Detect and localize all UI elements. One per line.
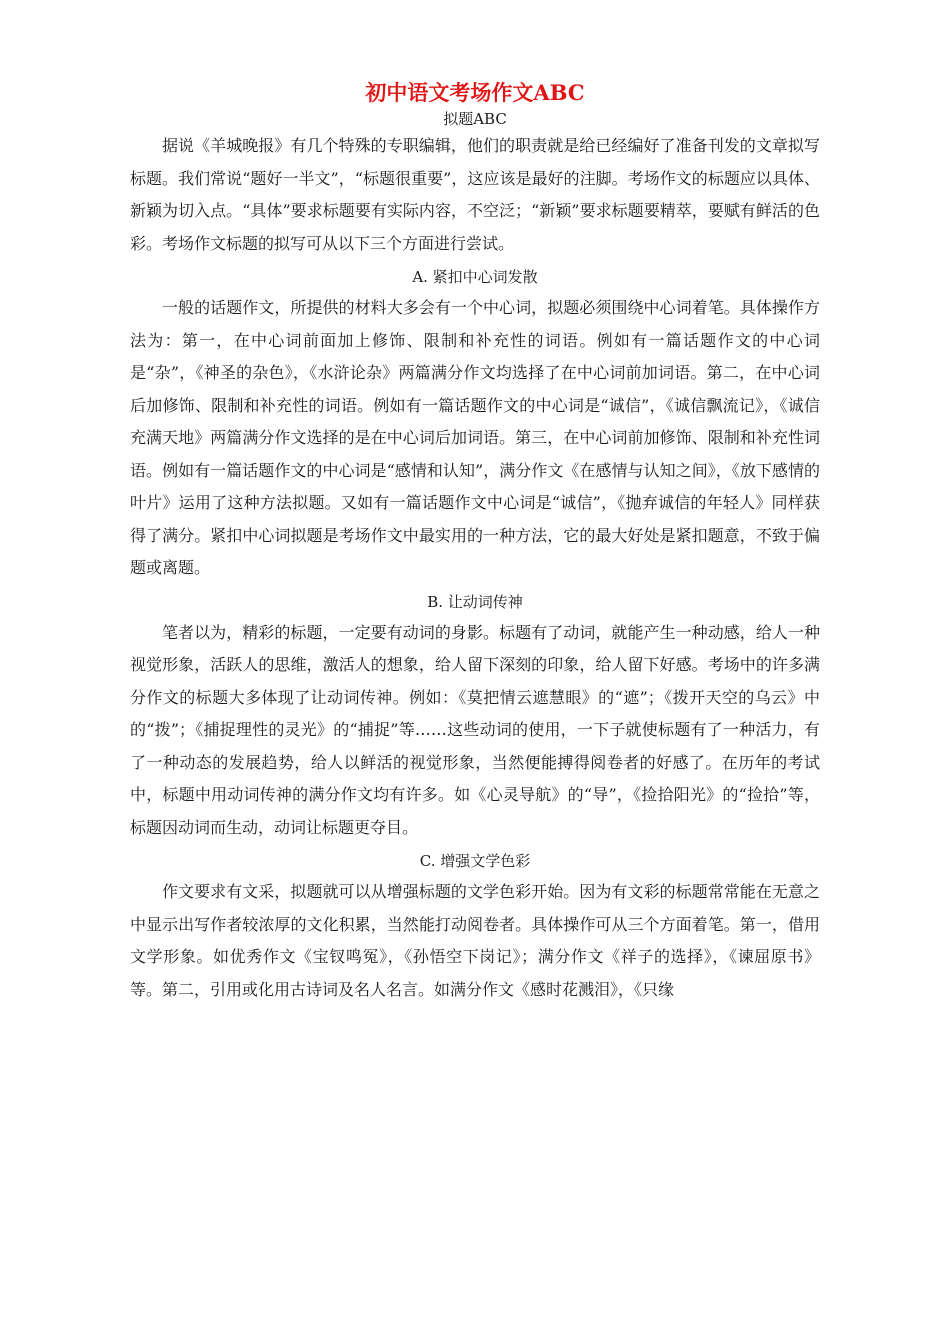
document-subtitle: 拟题ABC xyxy=(443,110,507,128)
document-title: 初中语文考场作文ABC xyxy=(365,80,585,105)
section-body-c: 作文要求有文采，拟题就可以从增强标题的文学色彩开始。因为有文彩的标题常常能在无意之中显示出写作者较浓厚的文化积累，当然能打动阅卷者。具体操作可从三个方面着笔。第一，借用文学形象。如优秀作文《宝钗鸣冤》，《孙悟空下岗记》；满分作文《祥子的选择》，《谏屈原书》等。第二，引用或化用古诗词及名人名言。如满分作文《感时花溅泪》，《只缘 xyxy=(130,882,820,999)
intro-paragraph: 据说《羊城晚报》有几个特殊的专职编辑，他们的职责就是给已经编好了准备刊发的文章拟写标题。我们常说“题好一半文”，“标题很重要”，这应该是最好的注脚。考场作文的标题应以具体、新颖为切入点。“具体”要求标题要有实际内容，不空泛；“新颖”要求标题要精萃，要赋有鲜活的色彩。考场作文标题的拟写可从以下三个方面进行尝试。 xyxy=(130,136,820,253)
section-body-a: 一般的话题作文，所提供的材料大多会有一个中心词，拟题必须围绕中心词着笔。具体操作方法为：第一，在中心词前面加上修饰、限制和补充性的词语。例如有一篇话题作文的中心词是“杂”，《神圣的杂色》，《水浒论杂》两篇满分作文均选择了在中心词前加词语。第二，在中心词后加修饰、限制和补充性的词语。例如有一篇话题作文的中心词是“诚信”，《诚信飘流记》，《诚信充满天地》两篇满分作文选择的是在中心词后加词语。第三，在中心词前加修饰、限制和补充性词语。例如有一篇话题作文的中心词是“感情和认知”，满分作文《在感情与认知之间》，《放下感情的叶片》运用了这种方法拟题。又如有一篇话题作文中心词是“诚信”，《抛弃诚信的年轻人》同样获得了满分。紧扣中心词拟题是考场作文中最实用的一种方法，它的最大好处是紧扣题意，不致于偏题或离题。 xyxy=(130,298,820,577)
section-heading-c: C. 增强文学色彩 xyxy=(419,852,531,870)
document-page xyxy=(130,78,820,1006)
section-heading-b: B. 让动词传神 xyxy=(427,592,523,611)
section-heading-a: A. 紧扣中心词发散 xyxy=(412,268,538,286)
section-body-b: 笔者以为，精彩的标题，一定要有动词的身影。标题有了动词，就能产生一种动感，给人一种视觉形象，活跃人的思维，激活人的想象，给人留下深刻的印象，给人留下好感。考场中的许多满分作文的标题大多体现了让动词传神。例如：《莫把情云遮慧眼》的“遮”；《拨开天空的乌云》中的“拨”；《捕捉理性的灵光》的“捕捉”等……这些动词的使用，一下子就使标题有了一种活力，有了一种动态的发展趋势，给人以鲜活的视觉形象，当然便能搏得阅卷者的好感了。在历年的考试中，标题中用动词传神的满分作文均有许多。如《心灵导航》的“导”，《捡拾阳光》的“捡拾”等，标题因动词而生动，动词让标题更夺目。 xyxy=(130,622,820,837)
